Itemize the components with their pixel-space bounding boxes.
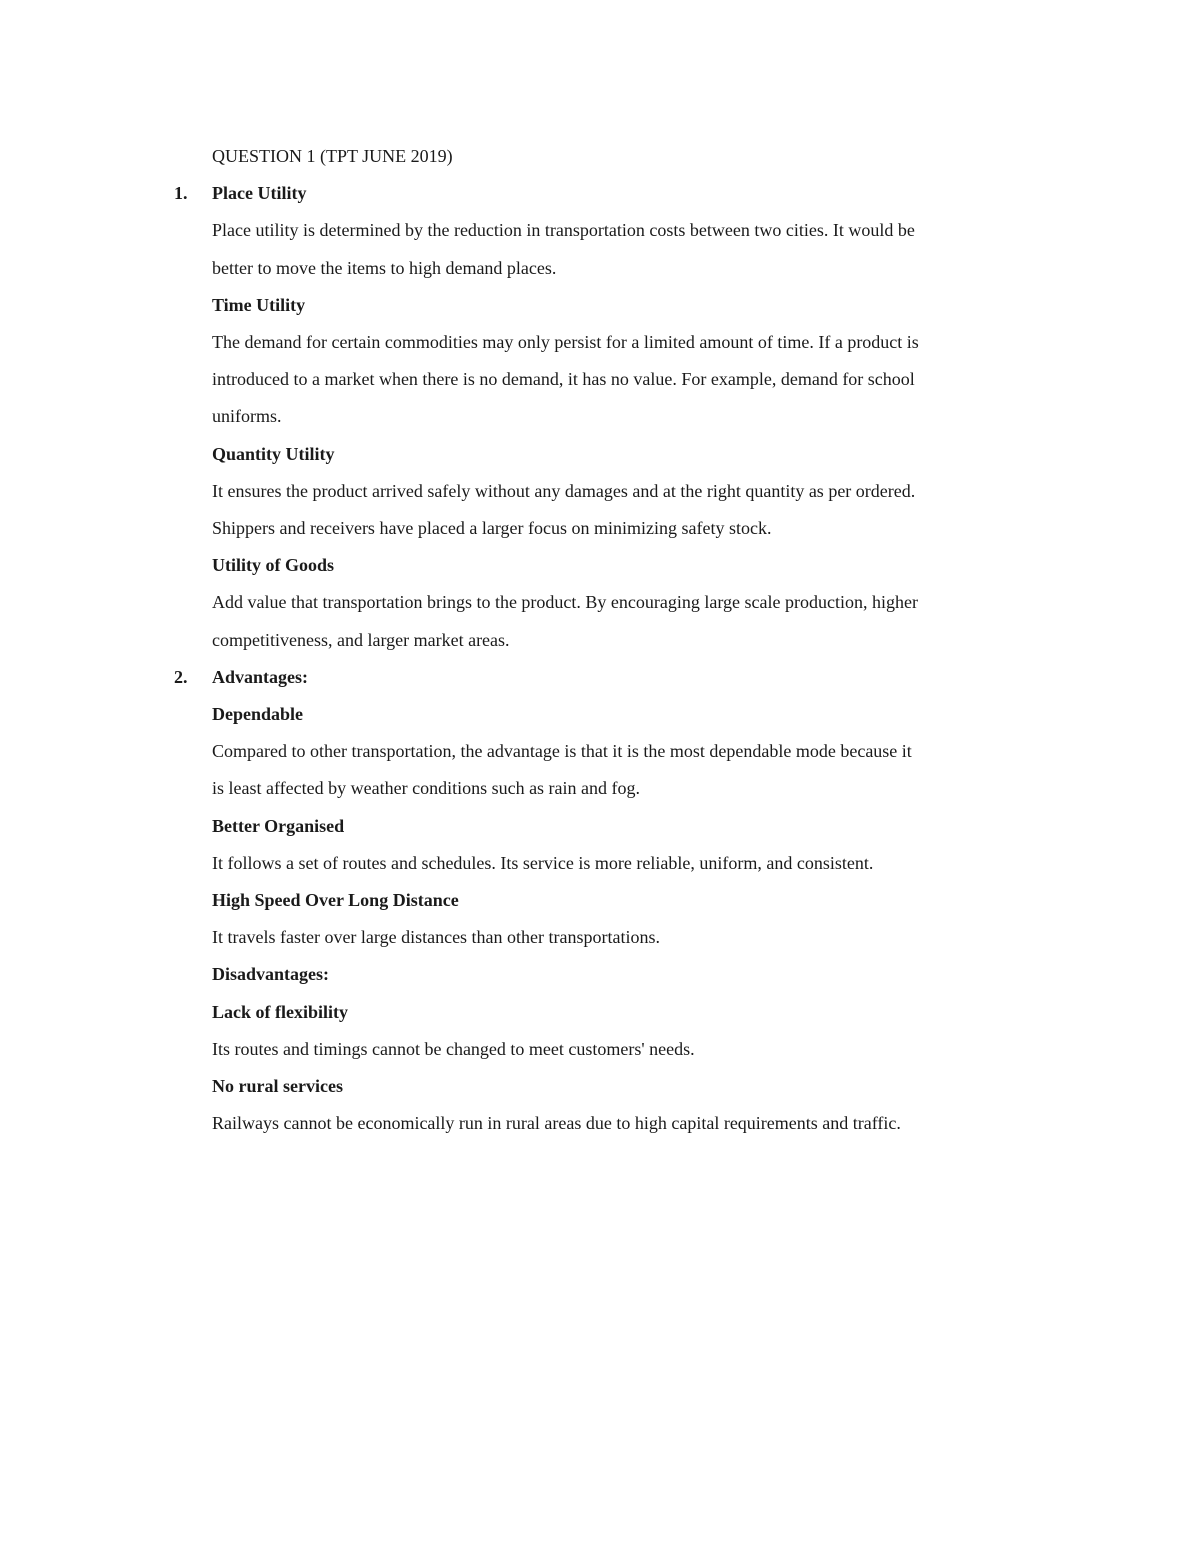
quantity-utility-text-2: Shippers and receivers have placed a larger focus on minimizing safety stock. (212, 518, 772, 539)
document-body (174, 138, 1072, 1142)
time-utility-heading: Time Utility (212, 294, 306, 315)
place-utility-text-2: better to move the items to high demand places. (212, 257, 557, 278)
dependable-text-1: Compared to other transportation, the advantage is that it is the most dependable mode because it (212, 741, 912, 762)
better-organised-text: It follows a set of routes and schedules. Its service is more reliable, uniform, and consistent. (212, 852, 874, 873)
place-utility-text-1: Place utility is determined by the reduction in transportation costs between two cities. It would be (212, 220, 915, 241)
quantity-utility-heading: Quantity Utility (212, 443, 335, 464)
utility-of-goods-heading: Utility of Goods (212, 555, 335, 576)
disadvantages-heading: Disadvantages: (212, 964, 330, 985)
utility-of-goods-text-1: Add value that transportation brings to the product. By encouraging large scale production, higher (212, 592, 918, 613)
dependable-text-2: is least affected by weather conditions such as rain and fog. (212, 778, 641, 799)
time-utility-text-2: introduced to a market when there is no demand, it has no value. For example, demand for school (212, 369, 915, 390)
better-organised-heading: Better Organised (212, 815, 345, 836)
utility-of-goods-text-2: competitiveness, and larger market areas. (212, 629, 510, 650)
time-utility-text-3: uniforms. (212, 406, 282, 427)
high-speed-text: It travels faster over large distances than other transportations. (212, 927, 661, 948)
section-1-heading (174, 175, 1072, 212)
section-2-number: 2. (174, 666, 188, 687)
high-speed-heading: High Speed Over Long Distance (212, 890, 459, 911)
lack-of-flexibility-text: Its routes and timings cannot be changed to meet customers' needs. (212, 1038, 695, 1059)
lack-of-flexibility-heading: Lack of flexibility (212, 1001, 348, 1022)
no-rural-services-text: Railways cannot be economically run in rural areas due to high capital requirements and traffic. (212, 1113, 901, 1134)
time-utility-text-1: The demand for certain commodities may only persist for a limited amount of time. If a product is (212, 332, 919, 353)
place-utility-heading: Place Utility (212, 183, 307, 204)
section-2-heading (174, 659, 1072, 696)
document-title: QUESTION 1 (TPT JUNE 2019) (212, 146, 453, 166)
section-1-number: 1. (174, 183, 188, 204)
no-rural-services-heading: No rural services (212, 1076, 343, 1097)
advantages-heading: Advantages: (212, 666, 309, 687)
quantity-utility-text-1: It ensures the product arrived safely without any damages and at the right quantity as per ordered. (212, 480, 916, 501)
dependable-heading: Dependable (212, 704, 304, 725)
